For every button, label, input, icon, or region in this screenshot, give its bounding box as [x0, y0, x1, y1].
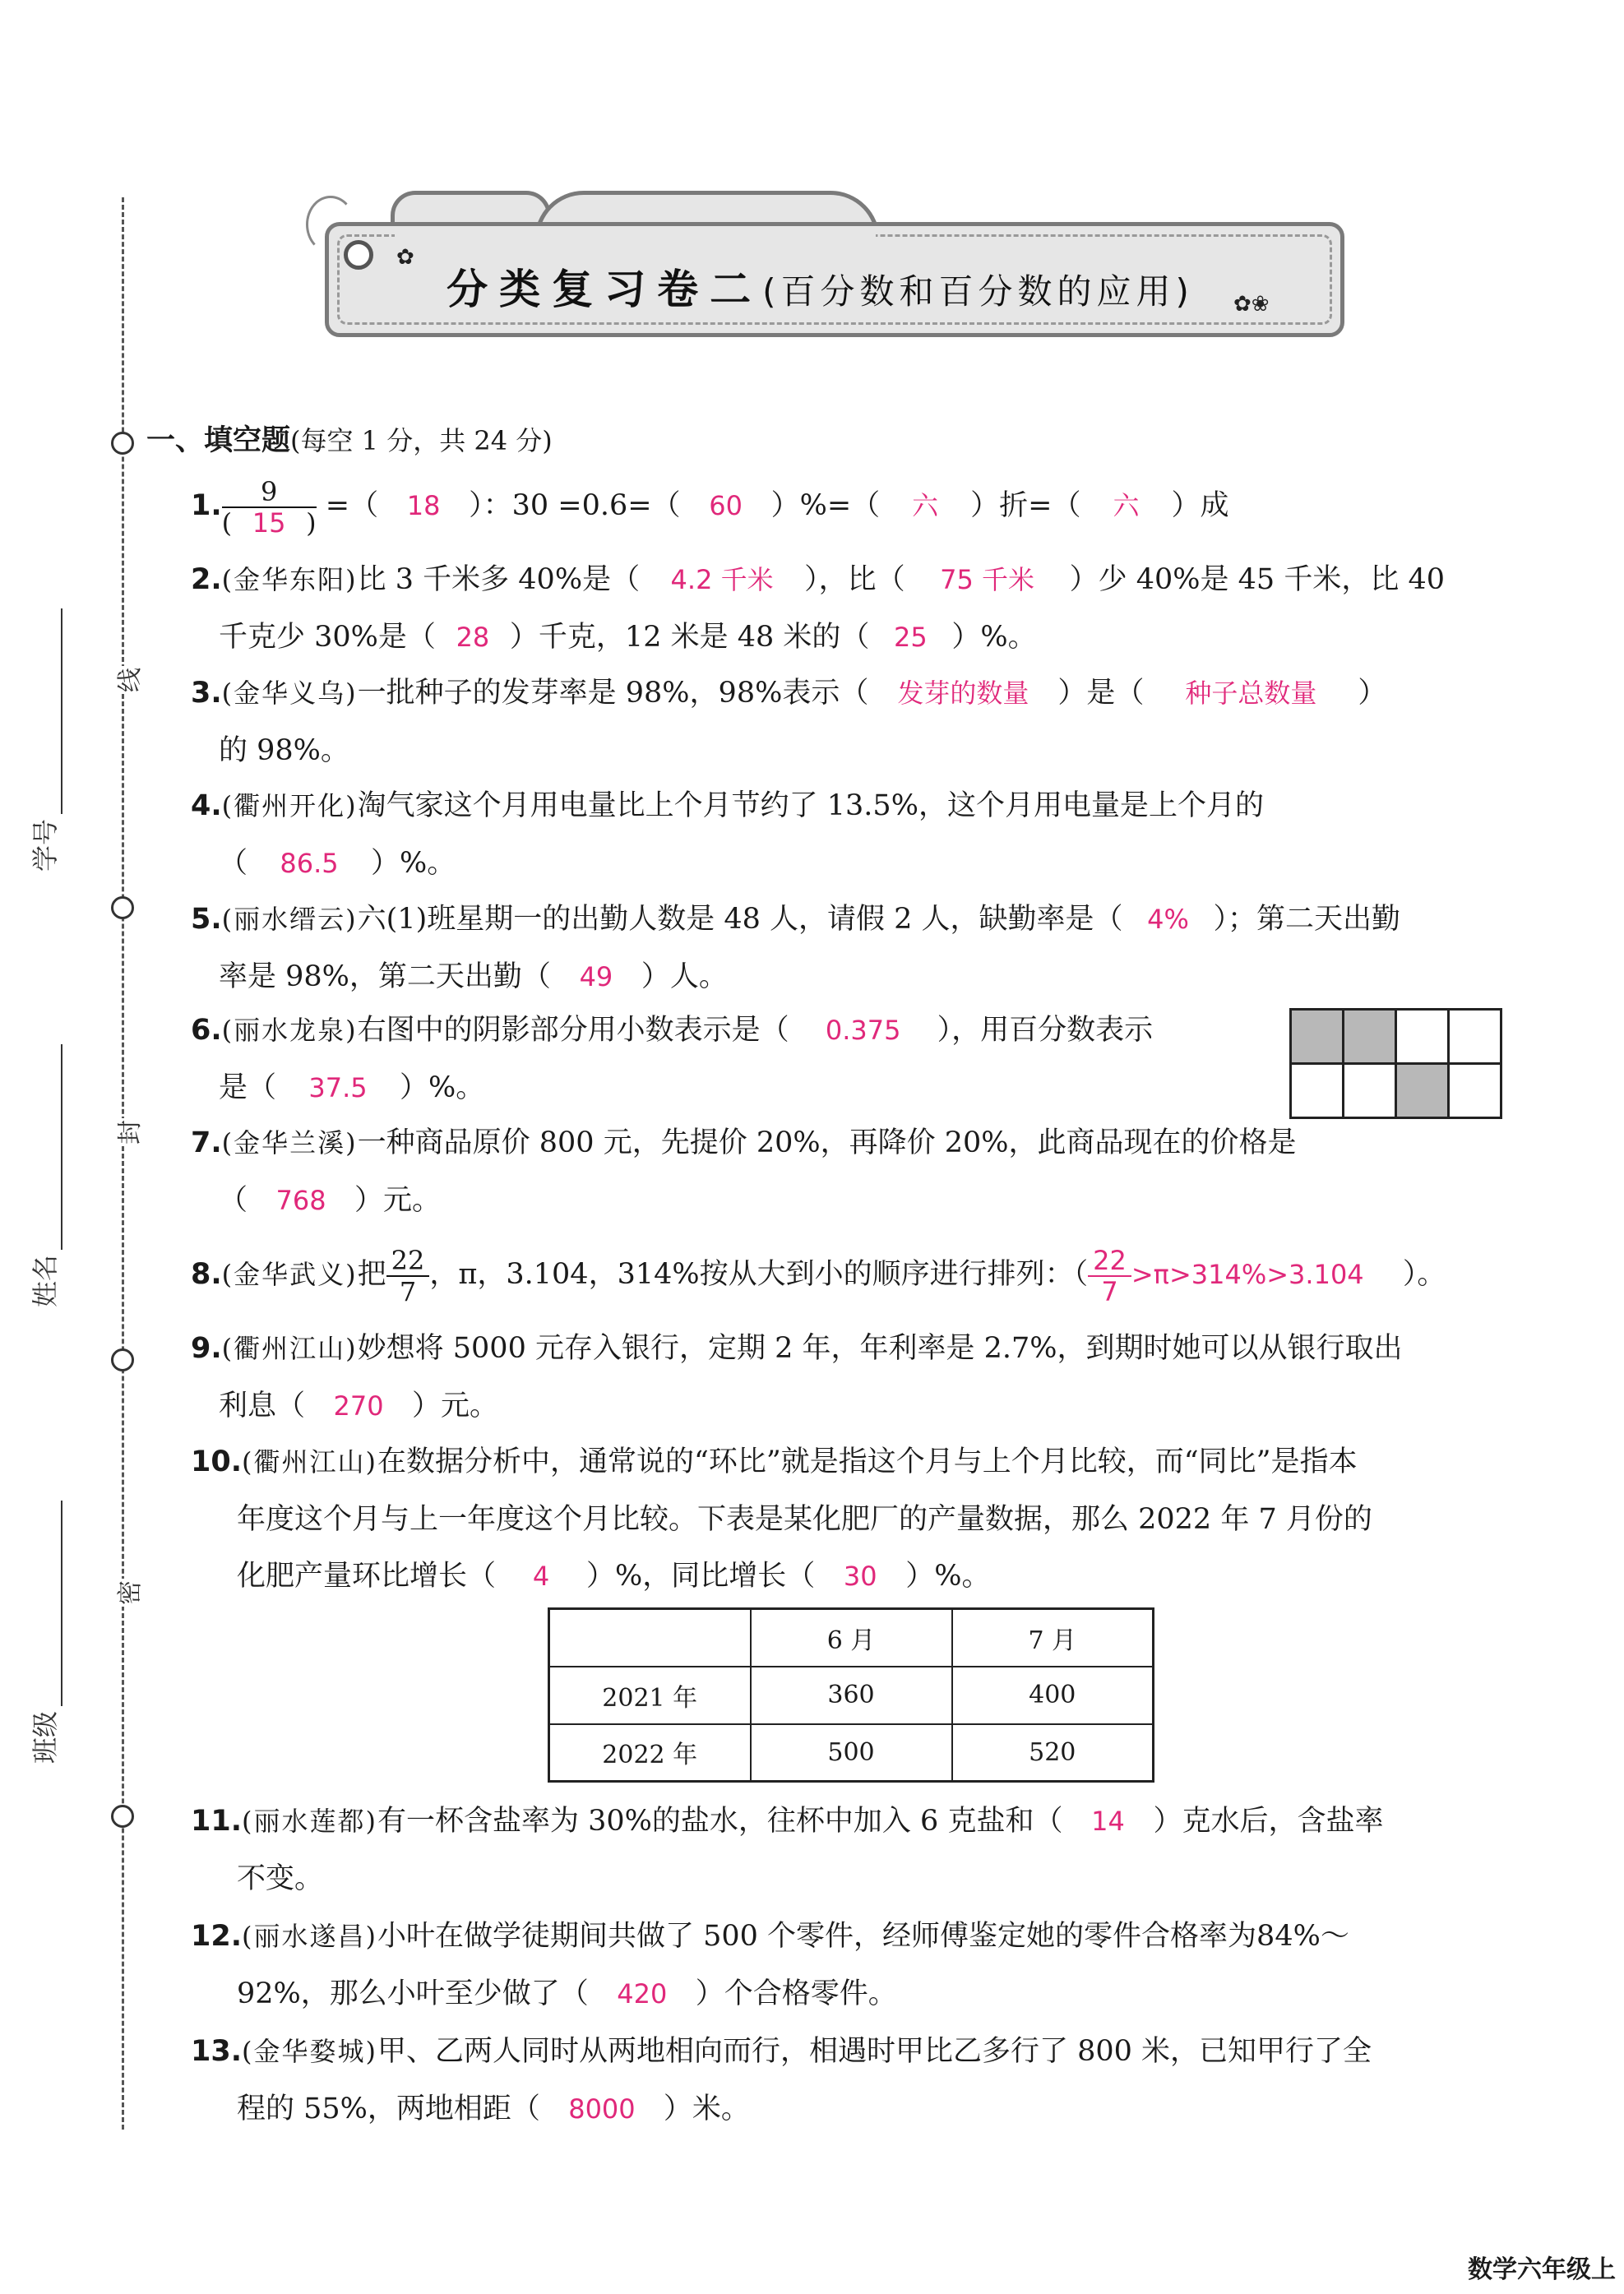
- answer-fraction: $\frac{22}{7}$: [1088, 1247, 1131, 1305]
- question-13-line2: 程的 55%，两地相距（ 8000 ）米。: [237, 2080, 750, 2138]
- answer: 发芽的数量: [897, 678, 1029, 709]
- shaded-grid-figure: [1289, 1008, 1502, 1119]
- table-cell: 520: [952, 1724, 1154, 1782]
- question-4: 4.(衢州开化)淘气家这个月用电量比上个月节约了 13.5%，这个月用电量是上个月的: [191, 789, 1264, 822]
- question-3: 3.(金华义乌)一批种子的发芽率是 98%，98%表示（ 发芽的数量 ）是（ 种子总数量 ）: [191, 664, 1386, 722]
- answer: 49: [579, 961, 613, 992]
- answer: 六: [912, 490, 939, 521]
- question-1: 1. $\frac{9}{( 15 )}$ =（ 18 ）：30 =0.6=（ 60 ）%=（ 六 ）折=（ 六 ）成: [191, 475, 1229, 539]
- answer: 25: [894, 622, 928, 653]
- answer: 270: [333, 1390, 384, 1422]
- answer: 8000: [568, 2093, 636, 2125]
- answer: 37.5: [308, 1072, 368, 1103]
- answer: 75 千米: [940, 564, 1035, 595]
- table-cell: 2022 年: [549, 1724, 751, 1782]
- table-cell: 500: [751, 1724, 952, 1782]
- answer: 15: [252, 506, 286, 539]
- question-4-line2: （ 86.5 ）%。: [219, 835, 456, 892]
- class-line[interactable]: [38, 1501, 62, 1706]
- binding-hole: [111, 1348, 134, 1371]
- student-id-line[interactable]: [38, 608, 62, 814]
- answer: 30: [843, 1561, 877, 1592]
- table-cell: 2021 年: [549, 1667, 751, 1724]
- fraction: $\frac{22}{7}$: [386, 1247, 430, 1305]
- student-name-line[interactable]: [38, 1044, 62, 1250]
- question-11-line2: 不变。: [237, 1862, 324, 1895]
- answer: >π>314%>3.104: [1131, 1259, 1364, 1290]
- question-10: 10.(衢州江山)在数据分析中，通常说的“环比”就是指这个月与上个月比较，而“同比”是指本: [191, 1445, 1358, 1478]
- question-2-line2: 千克少 30%是（ 28 ）千克，12 米是 48 米的（ 25 ）%。: [219, 608, 1037, 666]
- answer: 0.375: [825, 1015, 901, 1046]
- table-header-cell: 6 月: [751, 1609, 952, 1667]
- class-field: 班级: [25, 1501, 62, 1764]
- table-cell: 400: [952, 1667, 1154, 1724]
- footer-label: 数学六年级上: [1468, 2255, 1616, 2284]
- answer: 种子总数量: [1185, 678, 1317, 709]
- section-heading: 一、填空题(每空 1 分，共 24 分): [146, 424, 553, 457]
- table-header-cell: [549, 1609, 751, 1667]
- question-6-line2: 是（ 37.5 ）%。: [219, 1059, 484, 1117]
- table-header-cell: 7 月: [952, 1609, 1154, 1667]
- question-7-line2: （ 768 ）元。: [219, 1172, 441, 1229]
- question-2: 2.(金华东阳)比 3 千米多 40%是（ 4.2 千米 ），比（ 75 千米 ）少 40%是 45 千米，比 40: [191, 551, 1445, 608]
- flower-ornament-icon: ✿: [396, 245, 414, 270]
- answer: 4: [532, 1561, 550, 1592]
- question-13: 13.(金华婺城)甲、乙两人同时从两地相向而行，相遇时甲比乙多行了 800 米，已知甲行了全: [191, 2035, 1372, 2068]
- question-5: 5.(丽水缙云)六(1)班星期一的出勤人数是 48 人，请假 2 人，缺勤率是（ 4% ）；第二天出勤: [191, 890, 1400, 948]
- side-char-xian: 线: [109, 666, 146, 694]
- table-cell: 360: [751, 1667, 952, 1724]
- question-10-line2: 年度这个月与上一年度这个月比较。下表是某化肥厂的产量数据，那么 2022 年 7 月份的: [237, 1503, 1372, 1536]
- answer: 六: [1113, 490, 1140, 521]
- table-row: [549, 1724, 1154, 1782]
- answer: 18: [406, 490, 441, 521]
- answer: 28: [456, 622, 490, 653]
- question-11: 11.(丽水莲都)有一杯含盐率为 30%的盐水，往杯中加入 6 克盐和（ 14 ）克水后，含盐率: [191, 1792, 1383, 1850]
- binding-dashed-line: [122, 197, 124, 2130]
- side-char-feng: 封: [109, 1118, 146, 1146]
- question-8: 8.(金华武义)把 $\frac{22}{7}$ ，π，3.104，314%按从大到小的顺序进行排列：（ $\frac{22}{7}$ >π>314%>3.104 ）。: [191, 1244, 1446, 1307]
- question-3-line2: 的 98%。: [219, 734, 349, 767]
- question-5-line2: 率是 98%，第二天出勤（ 49 ）人。: [219, 948, 728, 1006]
- flower-ornament-icon: ✿❀: [1233, 292, 1270, 317]
- page-subtitle: (百分数和百分数的应用): [762, 271, 1194, 312]
- answer: 60: [709, 490, 743, 521]
- question-9: 9.(衢州江山)妙想将 5000 元存入银行，定期 2 年，年利率是 2.7%，到期时她可以从银行取出: [191, 1332, 1403, 1365]
- student-name-field: 姓名: [25, 1044, 62, 1307]
- table-header-row: [549, 1609, 1154, 1667]
- student-id-field: 学号: [25, 608, 62, 872]
- question-7: 7.(金华兰溪)一种商品原价 800 元，先提价 20%，再降价 20%，此商品现在的价格是: [191, 1126, 1297, 1159]
- question-12-line2: 92%，那么小叶至少做了（ 420 ）个合格零件。: [237, 1965, 897, 2023]
- binding-hole: [111, 1805, 134, 1828]
- answer: 4.2 千米: [670, 564, 774, 595]
- fraction: $\frac{9}{( 15 )}$: [221, 475, 317, 539]
- answer: 420: [617, 1978, 668, 2010]
- answer: 4%: [1147, 904, 1189, 935]
- answer: 768: [275, 1185, 326, 1216]
- answer: 14: [1091, 1806, 1125, 1837]
- production-table: [548, 1607, 1154, 1783]
- page-title: 分类复习卷二(百分数和百分数的应用): [446, 266, 1194, 313]
- binding-hole: [111, 432, 134, 455]
- table-row: [549, 1667, 1154, 1724]
- question-9-line2: 利息（ 270 ）元。: [219, 1377, 498, 1435]
- side-char-mi: 密: [109, 1579, 146, 1607]
- binding-hole: [111, 896, 134, 919]
- question-6: 6.(丽水龙泉)右图中的阴影部分用小数表示是（ 0.375 ），用百分数表示: [191, 1001, 1153, 1059]
- question-12: 12.(丽水遂昌)小叶在做学徒期间共做了 500 个零件，经师傅鉴定她的零件合格率为84%～: [191, 1920, 1349, 1953]
- question-10-line3: 化肥产量环比增长（ 4 ）%，同比增长（ 30 ）%。: [237, 1547, 991, 1605]
- answer: 86.5: [280, 848, 339, 879]
